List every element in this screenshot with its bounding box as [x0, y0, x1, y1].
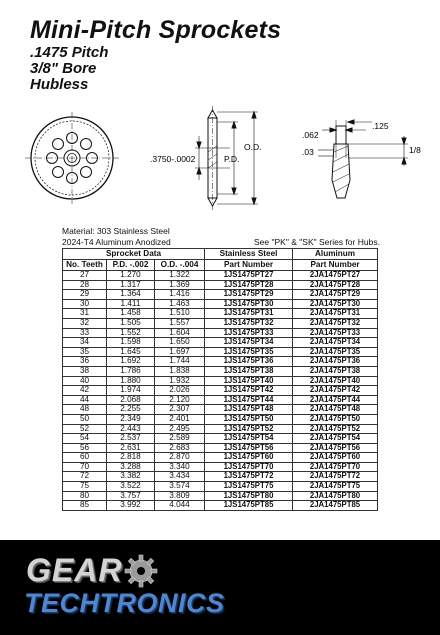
pd-cell: 3.992 — [107, 501, 155, 511]
od-cell: 1.932 — [155, 376, 205, 386]
teeth-cell: 54 — [63, 434, 107, 444]
ss-part-cell: 1JS1475PT31 — [205, 309, 293, 319]
col-pd: P.D. -.002 — [107, 260, 155, 271]
al-part-cell: 2JA1475PT27 — [293, 271, 378, 281]
teeth-cell: 31 — [63, 309, 107, 319]
pd-cell: 1.458 — [107, 309, 155, 319]
ss-part-cell: 1JS1475PT42 — [205, 386, 293, 396]
ss-part-cell: 1JS1475PT30 — [205, 299, 293, 309]
hub-spec: Hubless — [30, 76, 89, 93]
pd-cell: 2.255 — [107, 405, 155, 415]
table-row — [63, 472, 378, 482]
pd-cell: 1.645 — [107, 347, 155, 357]
teeth-cell: 35 — [63, 347, 107, 357]
od-cell: 1.838 — [155, 366, 205, 376]
al-part-cell: 2JA1475PT72 — [293, 472, 378, 482]
teeth-cell: 60 — [63, 453, 107, 463]
al-part-cell: 2JA1475PT80 — [293, 491, 378, 501]
bore-spec: 3/8" Bore — [30, 60, 97, 77]
od-cell: 1.510 — [155, 309, 205, 319]
table-row — [63, 328, 378, 338]
material-note — [62, 226, 171, 248]
table-row — [63, 309, 378, 319]
table-row — [63, 318, 378, 328]
ss-part-cell: 1JS1475PT52 — [205, 424, 293, 434]
ss-part-cell: 1JS1475PT29 — [205, 290, 293, 300]
table-row — [63, 405, 378, 415]
sprocket-front-view — [25, 112, 119, 204]
table-row — [63, 290, 378, 300]
od-cell: 1.697 — [155, 347, 205, 357]
table-row — [63, 366, 378, 376]
teeth-cell: 27 — [63, 271, 107, 281]
al-part-cell: 2JA1475PT36 — [293, 357, 378, 367]
table-row — [63, 271, 378, 281]
table-row — [63, 338, 378, 348]
al-part-cell: 2JA1475PT54 — [293, 434, 378, 444]
table-row — [63, 280, 378, 290]
pd-cell: 1.598 — [107, 338, 155, 348]
pd-cell: 2.818 — [107, 453, 155, 463]
al-part-cell: 2JA1475PT29 — [293, 290, 378, 300]
ss-part-cell: 1JS1475PT40 — [205, 376, 293, 386]
al-part-cell: 2JA1475PT28 — [293, 280, 378, 290]
pd-cell: 3.757 — [107, 491, 155, 501]
ss-part-cell: 1JS1475PT35 — [205, 347, 293, 357]
al-part-cell: 2JA1475PT31 — [293, 309, 378, 319]
ss-part-cell: 1JS1475PT44 — [205, 395, 293, 405]
pd-cell: 1.974 — [107, 386, 155, 396]
od-cell: 2.495 — [155, 424, 205, 434]
ss-part-cell: 1JS1475PT70 — [205, 462, 293, 472]
teeth-cell: 42 — [63, 386, 107, 396]
od-cell: 1.416 — [155, 290, 205, 300]
table-row — [63, 395, 378, 405]
od-cell: 2.401 — [155, 414, 205, 424]
pd-cell: 1.505 — [107, 318, 155, 328]
teeth-cell: 70 — [63, 462, 107, 472]
teeth-cell: 34 — [63, 338, 107, 348]
ss-part-cell: 1JS1475PT75 — [205, 482, 293, 492]
od-cell: 3.434 — [155, 472, 205, 482]
ss-part-cell: 1JS1475PT32 — [205, 318, 293, 328]
teeth-cell: 80 — [63, 491, 107, 501]
ss-part-cell: 1JS1475PT48 — [205, 405, 293, 415]
table-row — [63, 386, 378, 396]
al-part-cell: 2JA1475PT85 — [293, 501, 378, 511]
od-cell: 2.589 — [155, 434, 205, 444]
od-cell: 4.044 — [155, 501, 205, 511]
al-part-cell: 2JA1475PT44 — [293, 395, 378, 405]
dim-125-label: .125 — [372, 121, 389, 131]
gear-icon — [124, 554, 158, 588]
ss-part-cell: 1JS1475PT72 — [205, 472, 293, 482]
al-part-cell: 2JA1475PT34 — [293, 338, 378, 348]
od-cell: 3.340 — [155, 462, 205, 472]
brand-techtronics-text: TECHTRONICS — [24, 588, 225, 618]
teeth-cell: 44 — [63, 395, 107, 405]
ss-part-cell: 1JS1475PT80 — [205, 491, 293, 501]
teeth-cell: 72 — [63, 472, 107, 482]
brand-gear-text: GEAR — [26, 552, 123, 588]
teeth-cell: 85 — [63, 501, 107, 511]
al-part-cell: 2JA1475PT40 — [293, 376, 378, 386]
material-line-2: 2024-T4 Aluminum Anodized — [62, 237, 171, 247]
bore-dimension-label: .3750-.0002 — [150, 154, 196, 164]
col-teeth: No. Teeth — [63, 260, 107, 271]
table-row — [63, 414, 378, 424]
teeth-cell: 50 — [63, 414, 107, 424]
ss-part-cell: 1JS1475PT33 — [205, 328, 293, 338]
teeth-cell: 32 — [63, 318, 107, 328]
aluminum-header: Aluminum — [293, 249, 378, 260]
hubs-note: See "PK" & "SK" Series for Hubs. — [254, 237, 380, 247]
pd-cell: 2.537 — [107, 434, 155, 444]
table-row — [63, 491, 378, 501]
al-part-cell: 2JA1475PT70 — [293, 462, 378, 472]
od-cell: 1.650 — [155, 338, 205, 348]
od-cell: 2.120 — [155, 395, 205, 405]
teeth-cell: 38 — [63, 366, 107, 376]
sprocket-data-header: Sprocket Data — [63, 249, 205, 260]
pd-cell: 1.270 — [107, 271, 155, 281]
od-cell: 3.809 — [155, 491, 205, 501]
ss-part-cell: 1JS1475PT50 — [205, 414, 293, 424]
od-cell: 1.557 — [155, 318, 205, 328]
teeth-cell: 30 — [63, 299, 107, 309]
od-cell: 3.574 — [155, 482, 205, 492]
pd-dimension-label: P.D. — [224, 154, 240, 164]
od-cell: 2.870 — [155, 453, 205, 463]
al-part-cell: 2JA1475PT42 — [293, 386, 378, 396]
teeth-cell: 36 — [63, 357, 107, 367]
ss-part-cell: 1JS1475PT28 — [205, 280, 293, 290]
dim-18-label: 1/8 — [409, 145, 421, 155]
od-cell: 1.322 — [155, 271, 205, 281]
ss-part-cell: 1JS1475PT36 — [205, 357, 293, 367]
od-cell: 2.683 — [155, 443, 205, 453]
sprocket-data-table — [62, 248, 378, 511]
al-part-cell: 2JA1475PT32 — [293, 318, 378, 328]
pd-cell: 3.288 — [107, 462, 155, 472]
pd-cell: 1.317 — [107, 280, 155, 290]
table-row — [63, 434, 378, 444]
pitch-spec: .1475 Pitch — [30, 44, 109, 61]
al-part-cell: 2JA1475PT52 — [293, 424, 378, 434]
pd-cell: 1.786 — [107, 366, 155, 376]
al-part-cell: 2JA1475PT38 — [293, 366, 378, 376]
material-line-1: Material: 303 Stainless Steel — [62, 226, 170, 236]
table-row — [63, 299, 378, 309]
stainless-header: Stainless Steel — [205, 249, 293, 260]
ss-part-cell: 1JS1475PT38 — [205, 366, 293, 376]
pd-cell: 1.692 — [107, 357, 155, 367]
dim-03-label: .03 — [302, 147, 314, 157]
teeth-cell: 75 — [63, 482, 107, 492]
al-part-cell: 2JA1475PT33 — [293, 328, 378, 338]
pd-cell: 2.068 — [107, 395, 155, 405]
od-cell: 2.307 — [155, 405, 205, 415]
od-cell: 1.744 — [155, 357, 205, 367]
col-od: O.D. -.004 — [155, 260, 205, 271]
teeth-cell: 56 — [63, 443, 107, 453]
pd-cell: 2.349 — [107, 414, 155, 424]
pd-cell: 1.411 — [107, 299, 155, 309]
teeth-cell: 40 — [63, 376, 107, 386]
table-row — [63, 376, 378, 386]
dim-062-label: .062 — [302, 130, 319, 140]
od-cell: 1.604 — [155, 328, 205, 338]
teeth-cell: 48 — [63, 405, 107, 415]
al-part-cell: 2JA1475PT35 — [293, 347, 378, 357]
al-part-cell: 2JA1475PT56 — [293, 443, 378, 453]
table-row — [63, 453, 378, 463]
sprocket-drawing — [0, 100, 440, 220]
table-row — [63, 443, 378, 453]
od-cell: 1.463 — [155, 299, 205, 309]
col-part-number-al: Part Number — [293, 260, 378, 271]
teeth-cell: 52 — [63, 424, 107, 434]
table-row — [63, 482, 378, 492]
tooth-profile-detail — [318, 120, 408, 198]
ss-part-cell: 1JS1475PT85 — [205, 501, 293, 511]
od-dimension-label: O.D. — [244, 142, 262, 152]
al-part-cell: 2JA1475PT75 — [293, 482, 378, 492]
teeth-cell: 28 — [63, 280, 107, 290]
table-row — [63, 462, 378, 472]
ss-part-cell: 1JS1475PT34 — [205, 338, 293, 348]
teeth-cell: 33 — [63, 328, 107, 338]
pd-cell: 1.364 — [107, 290, 155, 300]
table-row — [63, 347, 378, 357]
al-part-cell: 2JA1475PT48 — [293, 405, 378, 415]
page-title: Mini-Pitch Sprockets — [30, 16, 282, 44]
od-cell: 2.026 — [155, 386, 205, 396]
ss-part-cell: 1JS1475PT56 — [205, 443, 293, 453]
pd-cell: 3.522 — [107, 482, 155, 492]
ss-part-cell: 1JS1475PT54 — [205, 434, 293, 444]
table-row — [63, 357, 378, 367]
pd-cell: 2.631 — [107, 443, 155, 453]
od-cell: 1.369 — [155, 280, 205, 290]
pd-cell: 1.552 — [107, 328, 155, 338]
al-part-cell: 2JA1475PT50 — [293, 414, 378, 424]
ss-part-cell: 1JS1475PT60 — [205, 453, 293, 463]
col-part-number-ss: Part Number — [205, 260, 293, 271]
pd-cell: 2.443 — [107, 424, 155, 434]
al-part-cell: 2JA1475PT30 — [293, 299, 378, 309]
pd-cell: 3.382 — [107, 472, 155, 482]
teeth-cell: 29 — [63, 290, 107, 300]
al-part-cell: 2JA1475PT60 — [293, 453, 378, 463]
table-row — [63, 501, 378, 511]
table-row — [63, 424, 378, 434]
pd-cell: 1.880 — [107, 376, 155, 386]
ss-part-cell: 1JS1475PT27 — [205, 271, 293, 281]
